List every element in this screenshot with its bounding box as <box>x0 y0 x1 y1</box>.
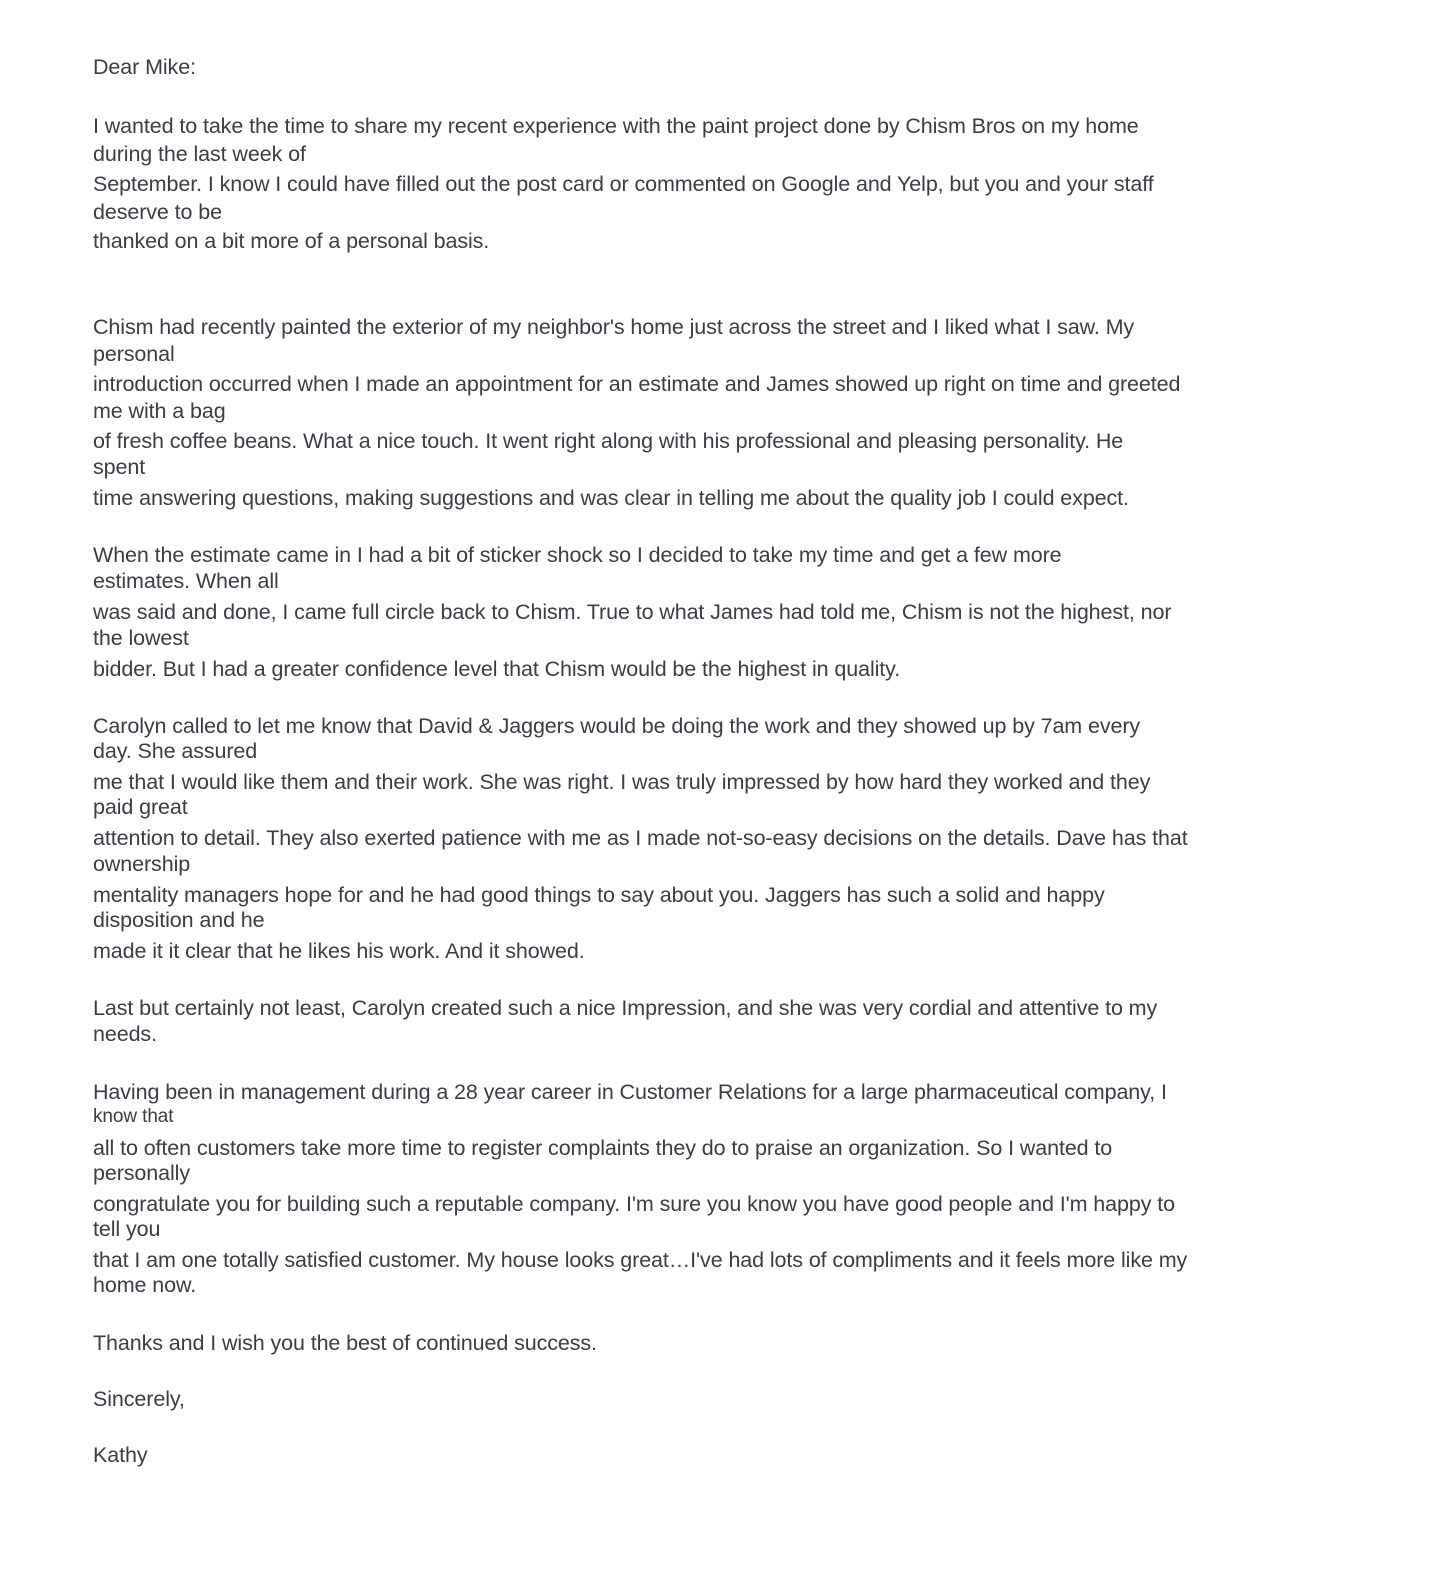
text-line: Thanks and I wish you the best of continued success. <box>93 1331 597 1355</box>
text-line: tell you <box>93 1217 161 1241</box>
text-line: ownership <box>93 852 191 876</box>
text-line: of fresh coffee beans. What a nice touch. It went right along with his professional and pleasing personality. He <box>93 429 1124 453</box>
text-line: made it it clear that he likes his work. And it showed. <box>93 939 585 963</box>
text-line: thanked on a bit more of a personal basis. <box>93 229 490 253</box>
text-line: personally <box>93 1161 190 1185</box>
text-line: home now. <box>93 1273 197 1297</box>
text-line: during the last week of <box>93 142 306 166</box>
text-line: September. I know I could have filled out the post card or commented on Google and Yelp, but you and your staff <box>93 172 1154 196</box>
closing: Sincerely, <box>93 1387 185 1411</box>
text-line: deserve to be <box>93 200 222 224</box>
text-line: congratulate you for building such a reputable company. I'm sure you know you have good people and I'm happy to <box>93 1192 1175 1216</box>
text-line: the lowest <box>93 626 189 650</box>
text-line: me that I would like them and their work. She was right. I was truly impressed by how hard they worked and they <box>93 770 1151 794</box>
text-line: paid great <box>93 795 188 819</box>
text-line: that I am one totally satisfied customer. My house looks great…I've had lots of compliments and it feels more like my <box>93 1248 1188 1272</box>
text-line: Having been in management during a 28 year career in Customer Relations for a large pharmaceutical company, I <box>93 1080 1167 1104</box>
text-line: day. She assured <box>93 739 258 763</box>
text-line: personal <box>93 342 175 366</box>
text-line: I wanted to take the time to share my recent experience with the paint project done by Chism Bros on my home <box>93 114 1139 138</box>
text-line: mentality managers hope for and he had good things to say about you. Jaggers has such a solid and happy <box>93 883 1105 907</box>
text-line: time answering questions, making suggestions and was clear in telling me about the quality job I could expect. <box>93 486 1129 510</box>
text-line: was said and done, I came full circle back to Chism. True to what James had told me, Chism is not the highest, nor <box>93 600 1172 624</box>
text-line: Chism had recently painted the exterior of my neighbor's home just across the street and I liked what I saw. My <box>93 315 1135 339</box>
salutation: Dear Mike: <box>93 55 196 79</box>
text-line: spent <box>93 455 146 479</box>
text-line: all to often customers take more time to register complaints they do to praise an organization. So I wanted to <box>93 1136 1113 1160</box>
text-line: Last but certainly not least, Carolyn created such a nice Impression, and she was very cordial and attentive to my <box>93 996 1158 1020</box>
text-line: needs. <box>93 1022 157 1046</box>
text-line: introduction occurred when I made an appointment for an estimate and James showed up right on time and greeted <box>93 372 1181 396</box>
text-line: attention to detail. They also exerted patience with me as I made not-so-easy decisions on the details. Dave has that <box>93 826 1188 850</box>
signature: Kathy <box>93 1443 148 1467</box>
text-line: bidder. But I had a greater confidence level that Chism would be the highest in quality. <box>93 657 901 681</box>
text-line: know that <box>93 1106 174 1127</box>
text-line: Carolyn called to let me know that David & Jaggers would be doing the work and they showed up by 7am every <box>93 714 1141 738</box>
text-line: When the estimate came in I had a bit of sticker shock so I decided to take my time and get a few more <box>93 543 1062 567</box>
text-line: estimates. When all <box>93 569 279 593</box>
text-line: me with a bag <box>93 399 226 423</box>
text-line: disposition and he <box>93 908 265 932</box>
